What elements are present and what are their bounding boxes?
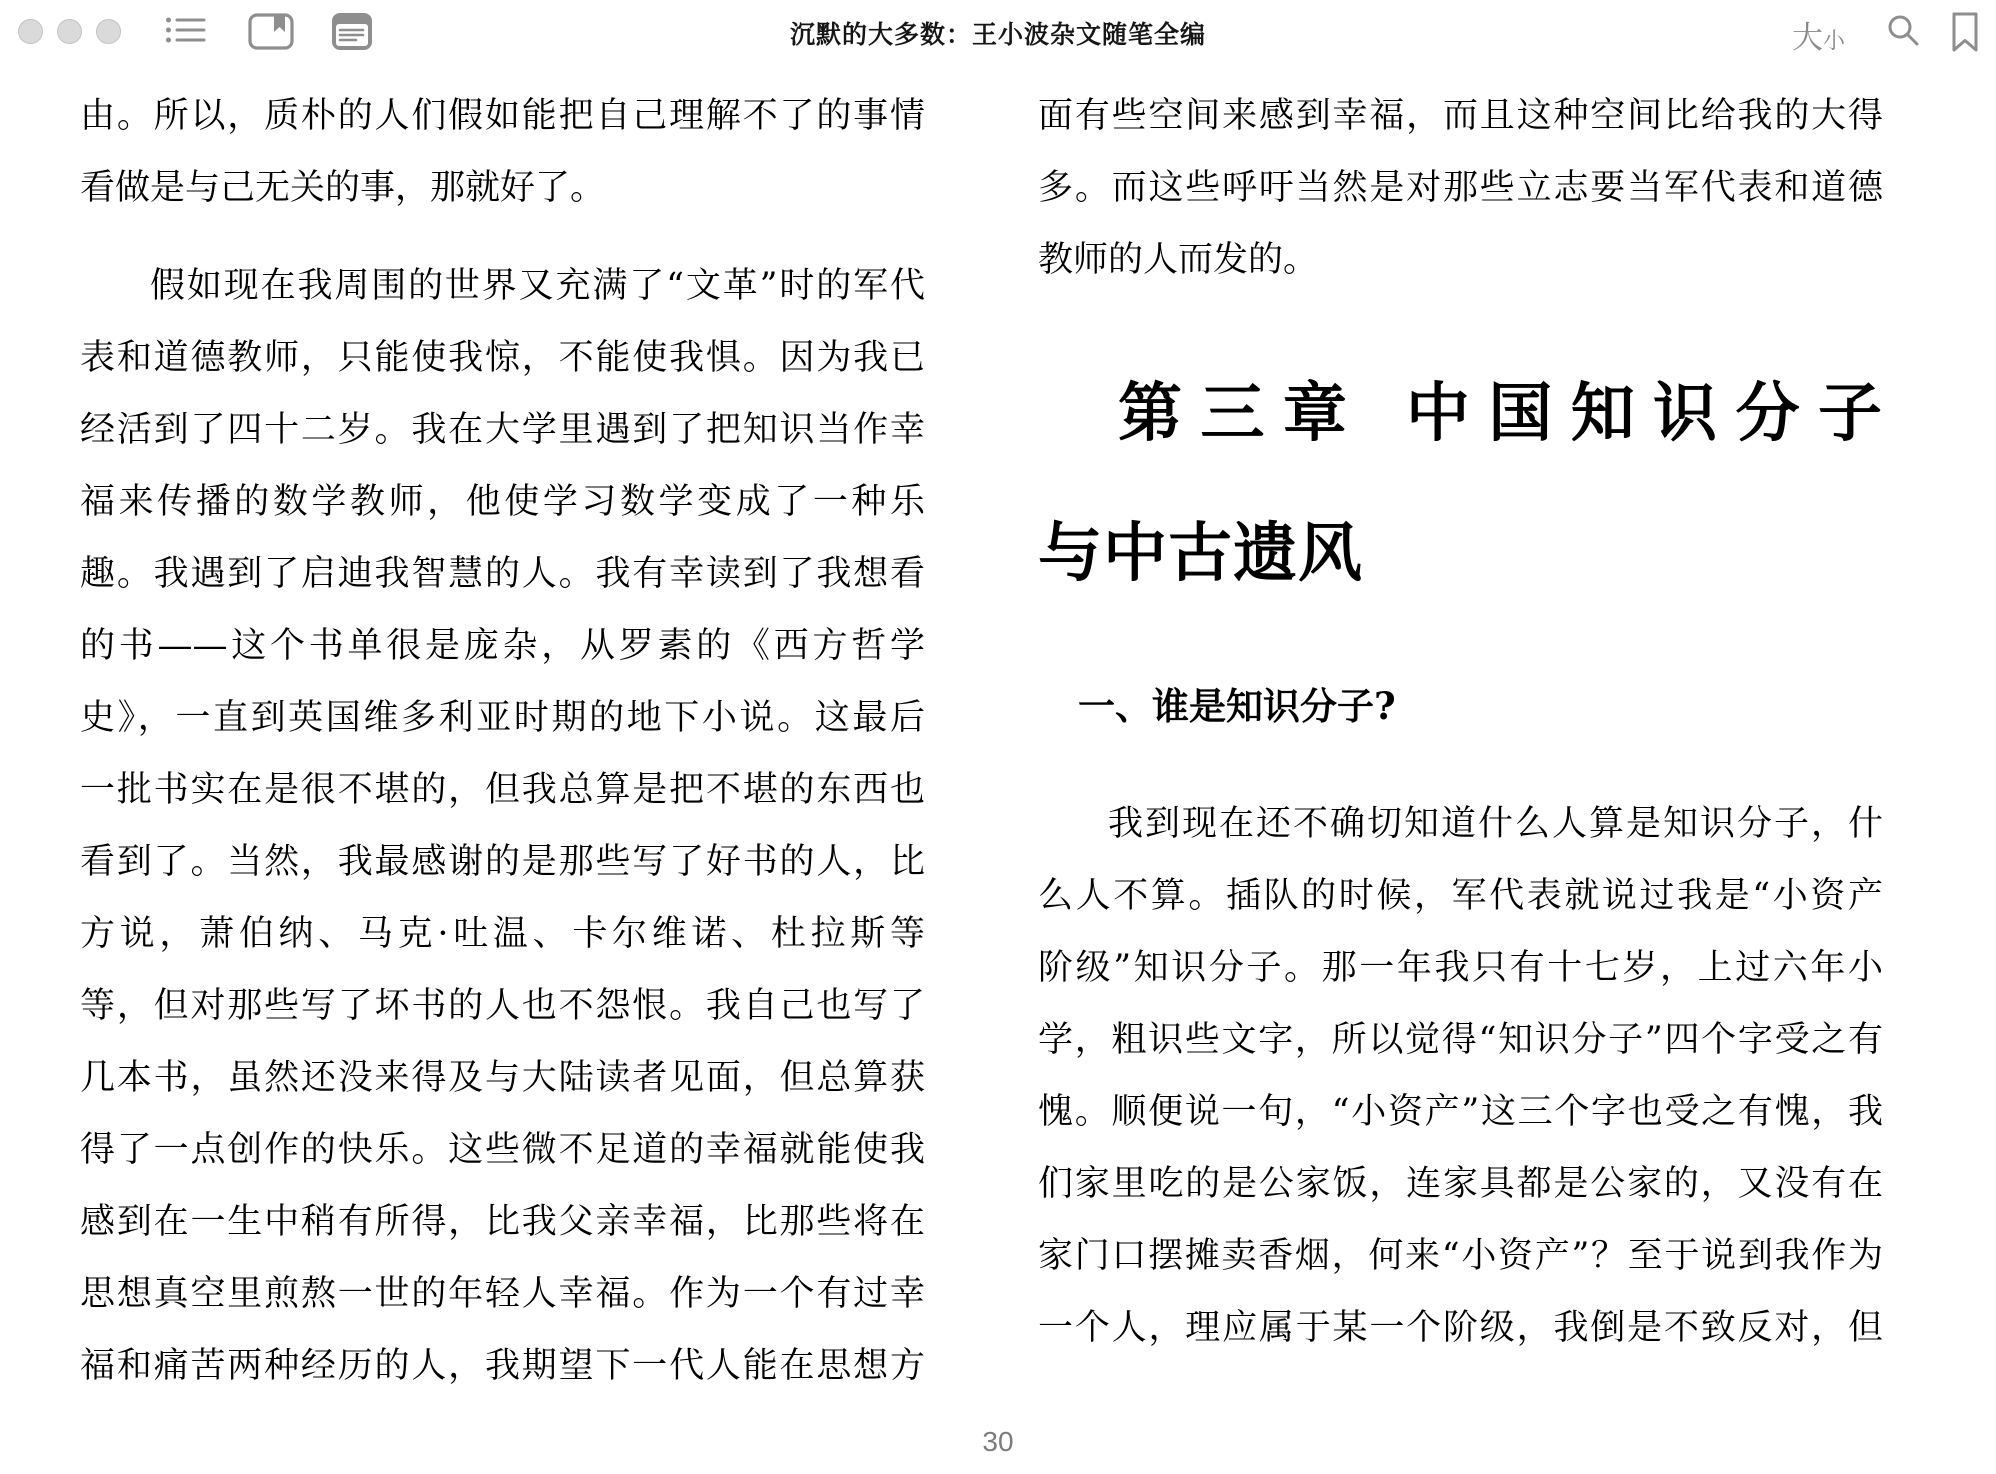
text-line: 史》，一直到英国维多利亚时期的地下小说。这最后 (80, 698, 925, 738)
text-line: 阶级”知识分子。那一年我只有十七岁，上过六年小 (1038, 948, 1883, 988)
text-line: 看做是与己无关的事，那就好了。 (80, 168, 606, 208)
section-title: 一、谁是知识分子? (1078, 684, 1396, 728)
text-line: 由。所以，质朴的人们假如能把自己理解不了的事情 (80, 96, 925, 136)
page-number: 30 (982, 1426, 1014, 1457)
paragraph (1038, 788, 1883, 1364)
text-line: 福和痛苦两种经历的人，我期望下一代人能在思想方 (80, 1346, 925, 1386)
text-line: 感到在一生中稍有所得，比我父亲幸福，比那些将在 (80, 1202, 925, 1242)
text-line: 得了一点创作的快乐。这些微不足道的幸福就能使我 (80, 1130, 925, 1170)
text-line: 一批书实在是很不堪的，但我总算是把不堪的东西也 (80, 770, 925, 810)
font-size-large-label: 大 (1792, 20, 1823, 55)
text-line: 们家里吃的是公家饭，连家具都是公家的，又没有在 (1038, 1164, 1883, 1204)
search-button[interactable] (1886, 13, 1922, 49)
right-page-column (1038, 80, 1883, 1364)
font-size-button[interactable] (1792, 12, 1845, 57)
chapter-title (1038, 344, 1883, 624)
text-line: 的书——这个书单很是庞杂，从罗素的《西方哲学 (80, 626, 925, 666)
left-page-column (80, 80, 925, 1402)
text-line: 愧。顺便说一句，“小资产”这三个字也受之有愧，我 (1038, 1092, 1883, 1132)
chapter-title-line: 第三章 中国知识分子 (1118, 376, 1883, 451)
text-line: 方说，萧伯纳、马克·吐温、卡尔维诺、杜拉斯等 (80, 914, 925, 954)
text-line: 面有些空间来感到幸福，而且这种空间比给我的大得 (1038, 96, 1883, 136)
text-line: 教师的人而发的。 (1038, 240, 1319, 280)
text-line: 看到了。当然，我最感谢的是那些写了好书的人，比 (80, 842, 925, 882)
text-line: 多。而这些呼吁当然是对那些立志要当军代表和道德 (1038, 168, 1883, 208)
text-line: 一个人，理应属于某一个阶级，我倒是不致反对，但 (1038, 1308, 1883, 1348)
text-line: 经活到了四十二岁。我在大学里遇到了把知识当作幸 (80, 410, 925, 450)
text-line: 么人不算。插队的时候，军代表就说过我是“小资产 (1038, 876, 1883, 916)
bookmark-button[interactable] (1948, 11, 1982, 53)
text-line: 表和道德教师，只能使我惊，不能使我惧。因为我已 (80, 338, 925, 378)
text-line: 学，粗识些文字，所以觉得“知识分子”四个字受之有 (1038, 1020, 1883, 1060)
text-line: 几本书，虽然还没来得及与大陆读者见面，但总算获 (80, 1058, 925, 1098)
paragraph (80, 80, 925, 224)
text-line: 我到现在还不确切知道什么人算是知识分子，什 (1108, 804, 1883, 844)
search-icon (1886, 13, 1922, 49)
text-line: 假如现在我周围的世界又充满了“文革”时的军代 (150, 266, 925, 306)
bookmark-icon (1948, 11, 1982, 53)
paragraph (80, 250, 925, 1402)
toolbar (0, 0, 1996, 58)
paragraph (1038, 80, 1883, 296)
text-line: 等，但对那些写了坏书的人也不怨恨。我自己也写了 (80, 986, 925, 1026)
font-size-small-label: 小 (1823, 28, 1846, 53)
book-title: 沉默的大多数：王小波杂文随笔全编 (789, 21, 1206, 49)
text-line: 思想真空里煎熬一世的年轻人幸福。作为一个有过幸 (80, 1274, 925, 1314)
text-line: 福来传播的数学教师，他使学习数学变成了一种乐 (80, 482, 925, 522)
chapter-title-line: 与中古遗风 (1038, 516, 1363, 591)
text-line: 家门口摆摊卖香烟，何来“小资产”？至于说到我作为 (1038, 1236, 1883, 1276)
text-line: 趣。我遇到了启迪我智慧的人。我有幸读到了我想看 (80, 554, 925, 594)
